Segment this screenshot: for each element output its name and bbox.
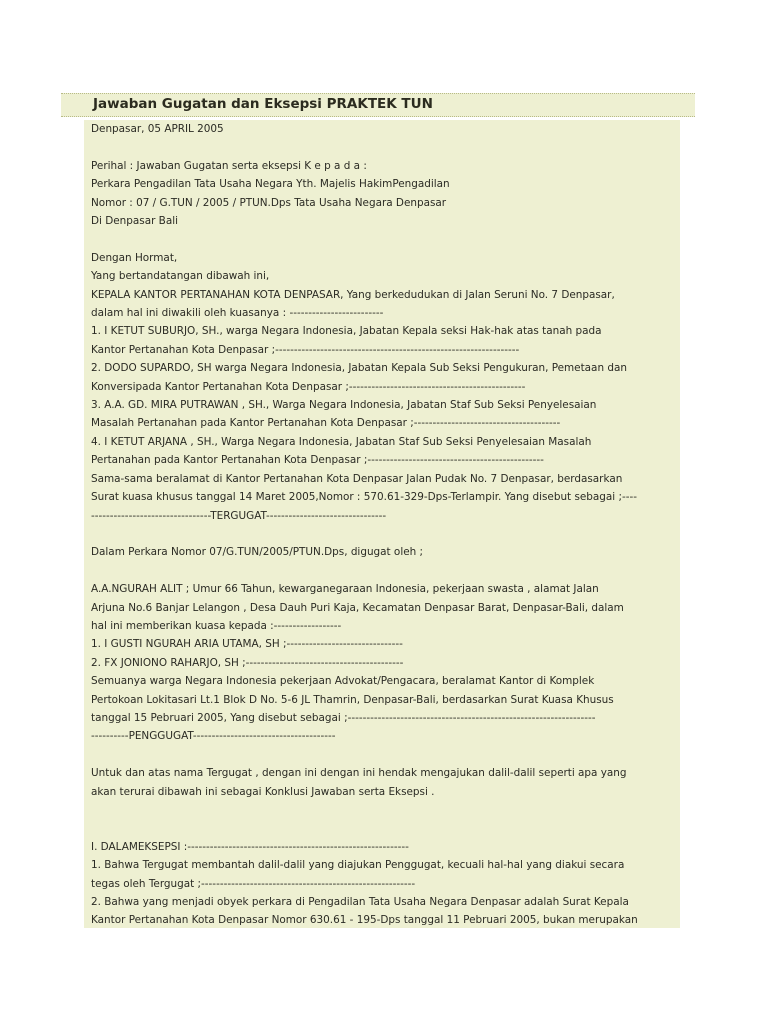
text-line: Masalah Pertanahan pada Kantor Pertanahan Kota Denpasar ;--------------------------------------- <box>91 417 561 430</box>
text-line: Di Denpasar Bali <box>91 215 178 228</box>
blank-line <box>91 819 680 837</box>
text-line: 2. DODO SUPARDO, SH warga Negara Indonesia, Jabatan Kepala Sub Seksi Pengukuran, Pemetaan dan <box>91 362 627 375</box>
text-line: Pertanahan pada Kantor Pertanahan Kota Denpasar ;----------------------------------------------- <box>91 454 544 467</box>
text-line: tanggal 15 Pebruari 2005, Yang disebut sebagai ;------------------------------------------------------------------ <box>91 711 596 724</box>
text-line: dalam hal ini diwakili oleh kuasanya : ------------------------- <box>91 307 384 320</box>
document-body <box>84 120 680 928</box>
text-line: tegas oleh Tergugat ;--------------------------------------------------------- <box>91 877 416 890</box>
blank-line <box>91 138 680 156</box>
document-title-bar <box>61 93 695 117</box>
text-line: 1. I GUSTI NGURAH ARIA UTAMA, SH ;------------------------------- <box>91 638 403 651</box>
text-line: Dalam Perkara Nomor 07/G.TUN/2005/PTUN.Dps, digugat oleh ; <box>91 546 424 559</box>
blank-line <box>91 801 680 819</box>
text-line: 2. Bahwa yang menjadi obyek perkara di Pengadilan Tata Usaha Negara Denpasar adalah Surat Kepala <box>91 895 629 908</box>
text-line: 4. I KETUT ARJANA , SH., Warga Negara Indonesia, Jabatan Staf Sub Seksi Penyelesaian Masalah <box>91 435 592 448</box>
text-line: Pertokoan Lokitasari Lt.1 Blok D No. 5-6 JL Thamrin, Denpasar-Bali, berdasarkan Surat Kuasa Khusus <box>91 693 614 706</box>
text-line: ----------PENGGUGAT-------------------------------------- <box>91 730 336 743</box>
text-line: Arjuna No.6 Banjar Lelangon , Desa Dauh Puri Kaja, Kecamatan Denpasar Barat, Denpasar-Bali, dalam <box>91 601 624 614</box>
text-line: Perihal : Jawaban Gugatan serta eksepsi K e p a d a : <box>91 159 367 172</box>
document-title: Jawaban Gugatan dan Eksepsi PRAKTEK TUN <box>93 96 433 112</box>
text-line: Dengan Hormat, <box>91 251 178 264</box>
text-line: Surat kuasa khusus tanggal 14 Maret 2005,Nomor : 570.61-329-Dps-Terlampir. Yang disebut sebagai ;---- <box>91 491 638 504</box>
text-line: 1. Bahwa Tergugat membantah dalil-dalil yang diajukan Penggugat, kecuali hal-hal yang diakui secara <box>91 859 625 872</box>
text-line: Perkara Pengadilan Tata Usaha Negara Yth. Majelis HakimPengadilan <box>91 178 450 191</box>
text-line: hal ini memberikan kuasa kepada :------------------ <box>91 619 342 632</box>
text-line: Kantor Pertanahan Kota Denpasar ;----------------------------------------------------------------- <box>91 343 520 356</box>
text-line: A.A.NGURAH ALIT ; Umur 66 Tahun, kewarganegaraan Indonesia, pekerjaan swasta , alamat Jalan <box>91 583 599 596</box>
text-line: Sama-sama beralamat di Kantor Pertanahan Kota Denpasar Jalan Pudak No. 7 Denpasar, berdasarkan <box>91 472 623 485</box>
blank-line <box>91 230 680 248</box>
text-line: 1. I KETUT SUBURJO, SH., warga Negara Indonesia, Jabatan Kepala seksi Hak-hak atas tanah pada <box>91 325 602 338</box>
text-line: Nomor : 07 / G.TUN / 2005 / PTUN.Dps Tata Usaha Negara Denpasar <box>91 196 447 209</box>
text-line: Semuanya warga Negara Indonesia pekerjaan Advokat/Pengacara, beralamat Kantor di Komplek <box>91 675 595 688</box>
text-line: KEPALA KANTOR PERTANAHAN KOTA DENPASAR, Yang berkedudukan di Jalan Seruni No. 7 Denpasar, <box>91 288 615 301</box>
text-line: Denpasar, 05 APRIL 2005 <box>91 123 224 135</box>
blank-line <box>91 562 680 580</box>
text-line: Konversipada Kantor Pertanahan Kota Denpasar ;----------------------------------------------- <box>91 380 526 393</box>
text-line: akan terurai dibawah ini sebagai Konklusi Jawaban serta Eksepsi . <box>91 785 435 798</box>
text-line: I. DALAMEKSEPSI :----------------------------------------------------------- <box>91 840 409 853</box>
text-line: Yang bertandatangan dibawah ini, <box>91 270 270 283</box>
text-line: Kantor Pertanahan Kota Denpasar Nomor 630.61 - 195-Dps tanggal 11 Pebruari 2005, bukan merupakan <box>91 914 638 927</box>
blank-line <box>91 746 680 764</box>
text-line: 2. FX JONIONO RAHARJO, SH ;------------------------------------------ <box>91 656 404 669</box>
text-line: --------------------------------TERGUGAT-------------------------------- <box>91 509 387 522</box>
blank-line <box>91 525 680 543</box>
text-line: 3. A.A. GD. MIRA PUTRAWAN , SH., Warga Negara Indonesia, Jabatan Staf Sub Seksi Penyelesaian <box>91 399 597 412</box>
text-line: Untuk dan atas nama Tergugat , dengan ini dengan ini hendak mengajukan dalil-dalil seperti apa yang <box>91 767 627 780</box>
